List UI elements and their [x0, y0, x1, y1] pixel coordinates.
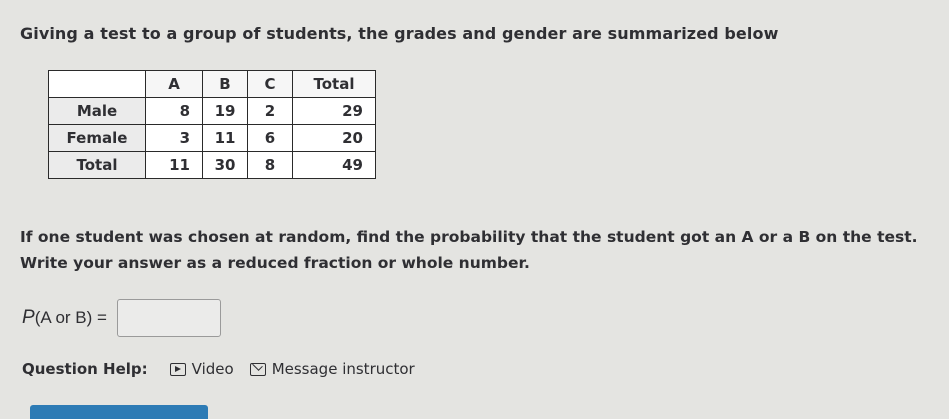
table-cell: 49 — [293, 152, 376, 179]
video-icon — [170, 363, 186, 376]
row-label: Total — [49, 152, 146, 179]
answer-row — [22, 298, 221, 338]
table-cell: 30 — [203, 152, 248, 179]
message-icon — [250, 363, 266, 376]
question-text — [20, 224, 918, 276]
row-label: Female — [49, 125, 146, 152]
message-instructor-link[interactable] — [250, 360, 415, 378]
table-row — [49, 152, 376, 179]
header-a: A — [146, 71, 203, 98]
table-cell: 20 — [293, 125, 376, 152]
probability-expression: (A or B) = — [34, 308, 107, 327]
table-cell: 29 — [293, 98, 376, 125]
table-cell: 19 — [203, 98, 248, 125]
header-b: B — [203, 71, 248, 98]
header-corner — [49, 71, 146, 98]
submit-button[interactable] — [30, 405, 208, 419]
question-line: If one student was chosen at random, find the probability that the student got an A or a B on the test. — [20, 228, 918, 246]
message-link-label: Message instructor — [271, 360, 415, 378]
header-c: C — [248, 71, 293, 98]
video-link-label: Video — [191, 360, 234, 378]
table-cell: 11 — [146, 152, 203, 179]
question-help-label: Question Help: — [22, 360, 148, 378]
table-cell: 3 — [146, 125, 203, 152]
table-row — [49, 98, 376, 125]
problem-intro: Giving a test to a group of students, the grades and gender are summarized below — [20, 24, 779, 43]
table-cell: 6 — [248, 125, 293, 152]
instruction-line: Write your answer as a reduced fraction or whole number. — [20, 254, 530, 272]
row-label: Male — [49, 98, 146, 125]
grades-table — [48, 70, 376, 179]
video-link[interactable] — [170, 360, 234, 378]
question-help — [22, 360, 431, 378]
table-cell: 8 — [146, 98, 203, 125]
probability-symbol: P — [22, 307, 35, 328]
answer-input[interactable] — [117, 299, 221, 337]
header-total: Total — [293, 71, 376, 98]
table-cell: 2 — [248, 98, 293, 125]
table-cell: 8 — [248, 152, 293, 179]
table-cell: 11 — [203, 125, 248, 152]
table-row — [49, 125, 376, 152]
table-header-row — [49, 71, 376, 98]
